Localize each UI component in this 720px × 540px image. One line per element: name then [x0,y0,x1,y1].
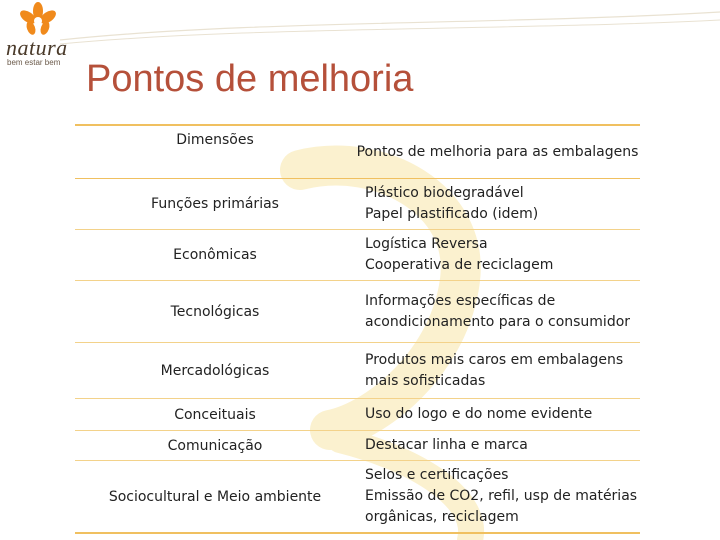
table-row [75,343,640,399]
brand-tagline: bem estar bem [7,58,61,67]
dimension-cell: Mercadológicas [160,362,270,379]
header-dimensions: Dimensões [176,132,254,148]
dimension-cell: Comunicação [167,437,263,454]
dimension-cell: Conceituais [174,406,256,423]
improvement-line: Plástico biodegradável [365,185,524,201]
improvement-cell [355,461,640,534]
improvement-cell [355,343,640,399]
improvement-cell [355,179,640,230]
dimension-cell: Funções primárias [151,196,279,212]
improvement-cell [355,230,640,281]
improvement-line: Produtos mais caros em embalagens mais sofisticadas [365,351,624,389]
table-row [75,461,640,534]
table-row [75,179,640,230]
improvement-cell [355,399,640,431]
improvement-line: Emissão de CO2, refil, usp de matérias orgânicas, reciclagem [365,488,638,525]
natura-logo [4,2,72,68]
improvement-line: Destacar linha e marca [365,437,528,453]
brand-name: natura [6,35,68,60]
improvement-line: Logística Reversa [365,236,488,252]
flower-icon [18,2,58,36]
table-header-row [75,125,640,179]
dimension-cell: Tecnológicas [170,303,260,320]
page-title: Pontos de melhoria [86,58,414,100]
table-row [75,230,640,281]
dimension-cell: Sociocultural e Meio ambiente [108,488,322,505]
improvement-line: Cooperativa de reciclagem [365,257,554,273]
improvement-line: Uso do logo e do nome evidente [365,406,593,422]
improvement-cell [355,281,640,343]
improvement-line: Informações específicas de acondicionamento para o consumidor [365,292,631,330]
table-row [75,399,640,431]
improvements-table [75,124,640,534]
improvement-line: Selos e certificações [365,467,509,483]
improvement-line: Papel plastificado (idem) [365,206,539,222]
table-row [75,431,640,461]
dimension-cell: Econômicas [173,247,257,263]
table-row [75,281,640,343]
improvement-cell [355,431,640,461]
header-improvements: Pontos de melhoria para as embalagens [356,143,639,160]
